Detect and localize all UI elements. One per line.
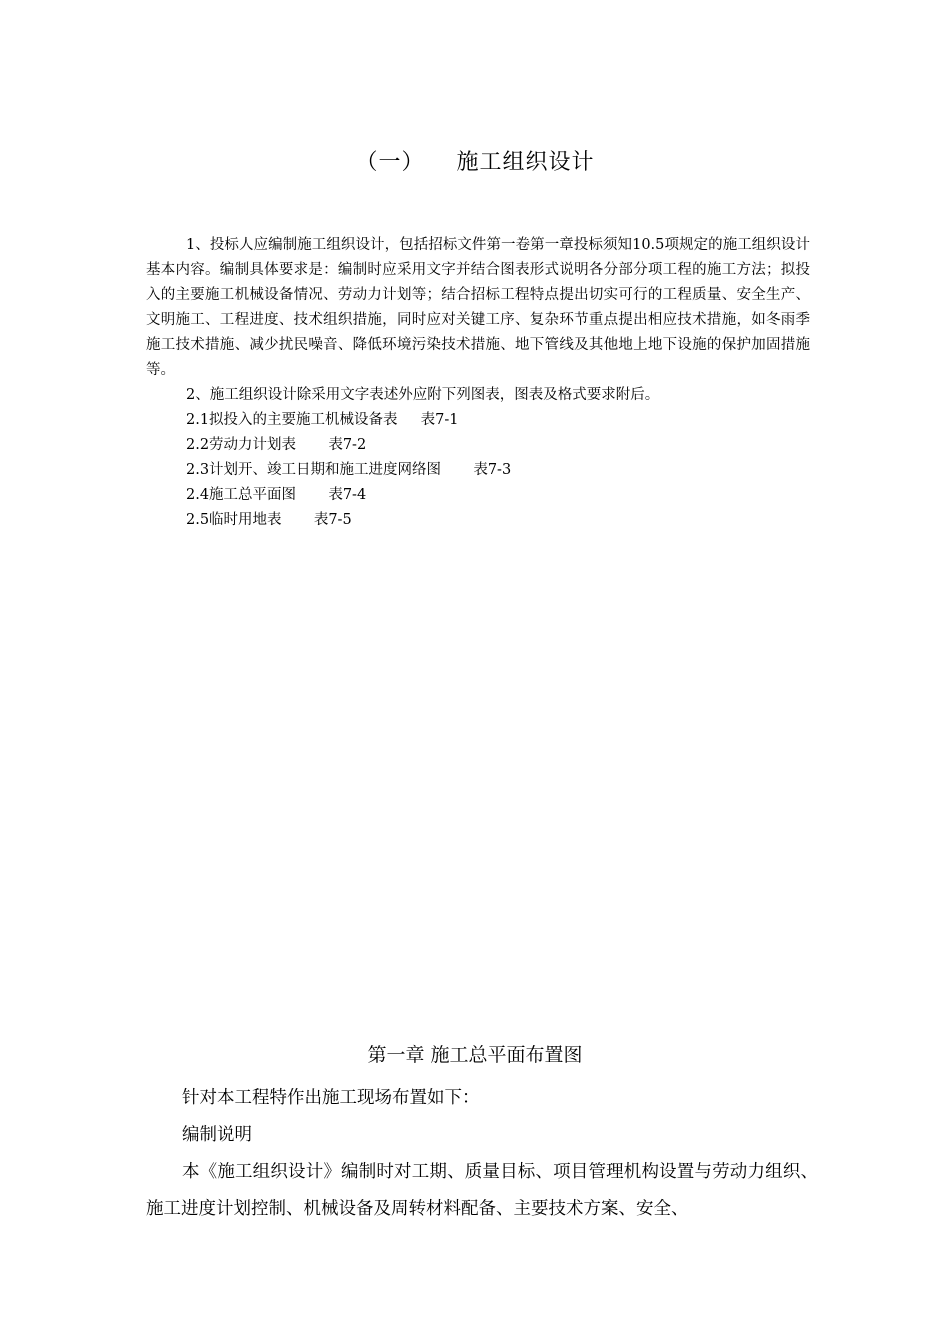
list-item: 2.4施工总平面图 表7-4 bbox=[186, 487, 367, 503]
list-item: 2.3计划开、竣工日期和施工进度网络图 表7-3 bbox=[186, 462, 512, 478]
list-item: 2.2劳动力计划表 表7-2 bbox=[186, 437, 367, 453]
chapter-line-2: 编制说明 bbox=[182, 1125, 252, 1145]
chapter-line-1: 针对本工程特作出施工现场布置如下： bbox=[182, 1088, 480, 1108]
intro-section bbox=[146, 233, 810, 533]
chapter-paragraph: 本《施工组织设计》编制时对工期、质量目标、项目管理机构设置与劳动力组织、施工进度计划控制、机械设备及周转材料配备、主要技术方案、安全、 bbox=[146, 1162, 818, 1219]
chapter-heading: 第一章 施工总平面布置图 bbox=[367, 1044, 583, 1066]
intro-paragraph-2: 2、施工组织设计除采用文字表述外应附下列图表，图表及格式要求附后。 bbox=[186, 387, 660, 403]
chapter-body bbox=[146, 1080, 818, 1228]
list-item: 2.5临时用地表 表7-5 bbox=[186, 512, 352, 528]
intro-paragraph-1: 1、投标人应编制施工组织设计，包括招标文件第一卷第一章投标须知10.5项规定的施工组织设计基本内容。编制具体要求是：编制时应采用文字并结合图表形式说明各分部分项工程的施工方法；拟投入的主要施工机械设备情况、劳动力计划等；结合招标工程特点提出切实可行的工程质量、安全生产、文明施工、工程进度、技术组织措施，同时应对关键工序、复杂环节重点提出相应技术措施，如冬雨季施工技术措施、减少扰民噪音、降低环境污染技术措施、地下管线及其他地上地下设施的保护加固措施等。 bbox=[146, 237, 810, 378]
list-item: 2.1拟投入的主要施工机械设备表 表7-1 bbox=[186, 412, 459, 428]
page-title: （一） 施工组织设计 bbox=[355, 150, 595, 175]
